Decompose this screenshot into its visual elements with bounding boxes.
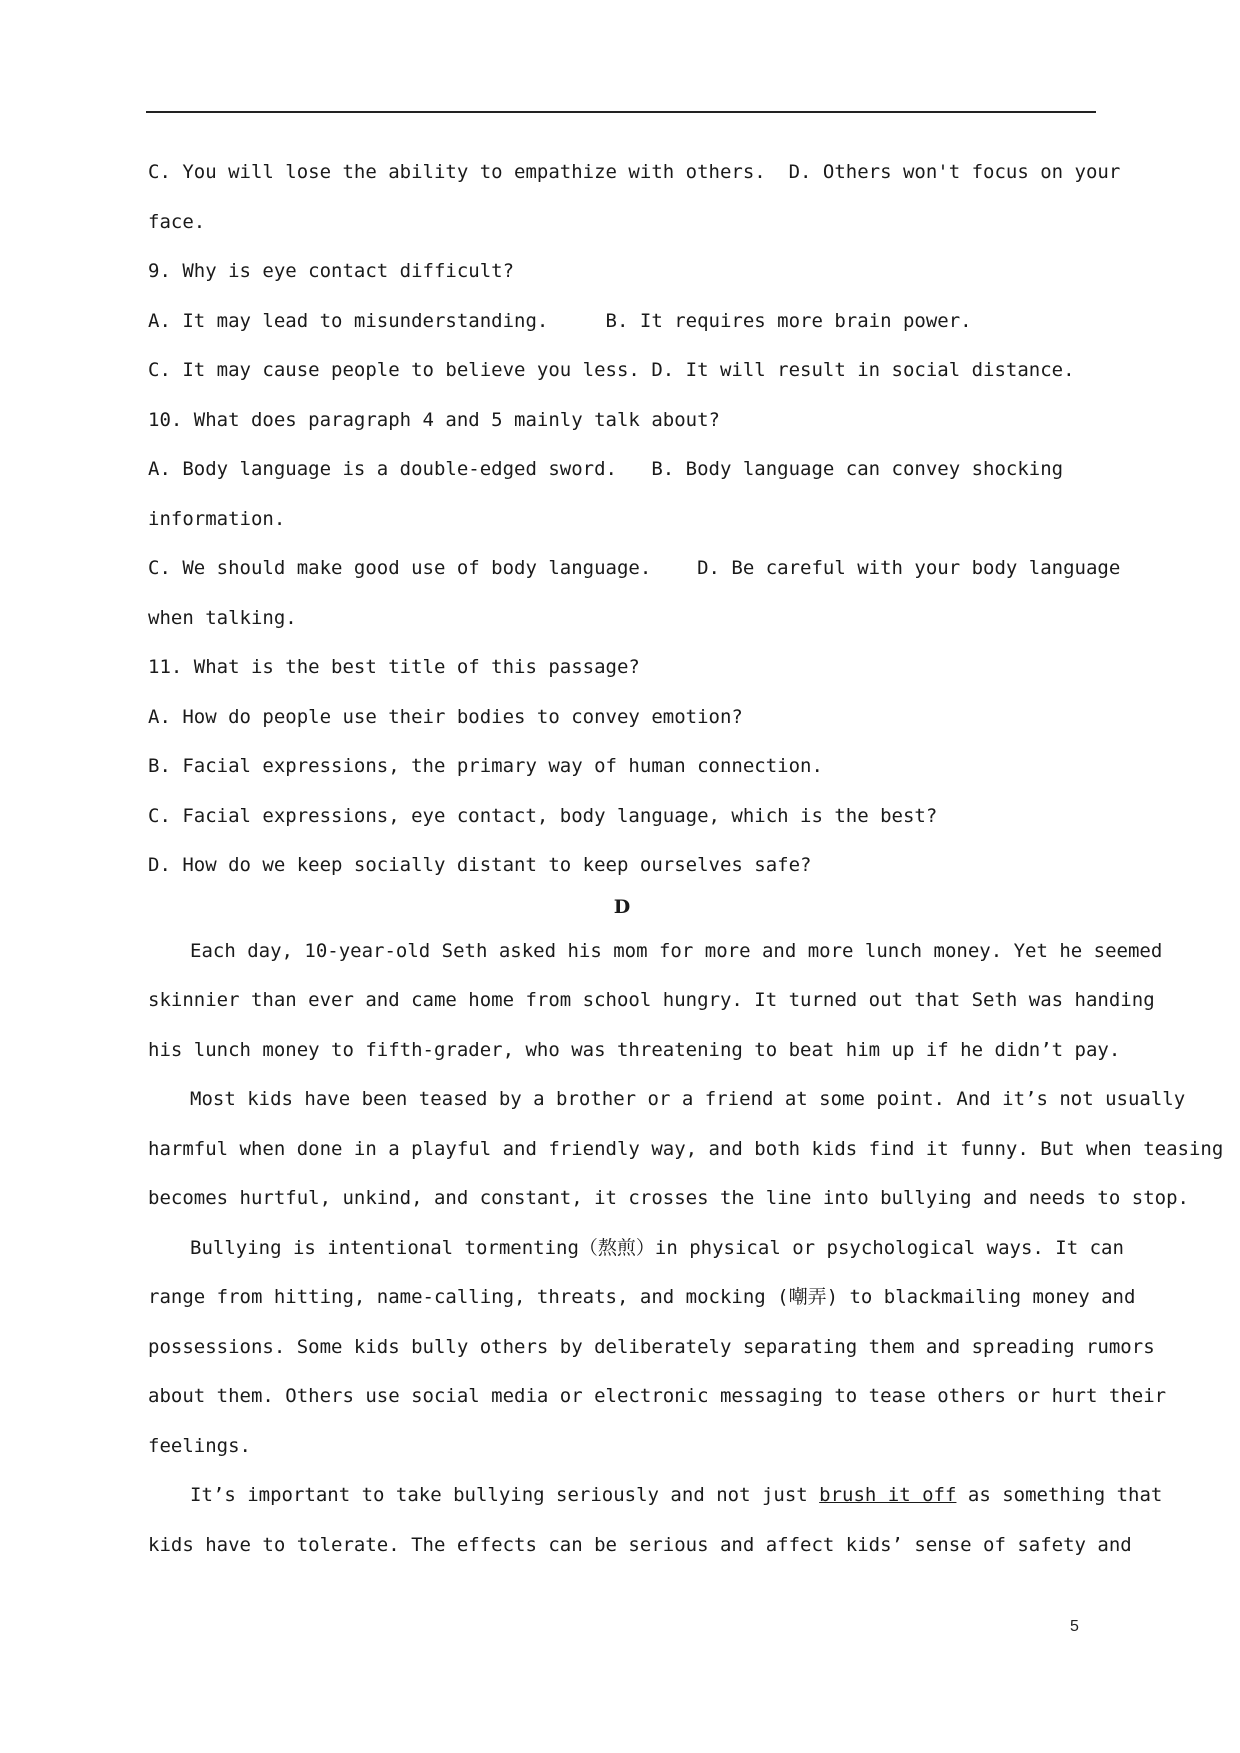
header-rule	[146, 111, 1096, 113]
q11-option-a: A. How do people use their bodies to convey emotion?	[148, 705, 743, 728]
paragraph-line: possessions. Some kids bully others by deliberately separating them and spreading rumors	[148, 1335, 1155, 1358]
q9-stem: 9. Why is eye contact difficult?	[148, 260, 515, 282]
paragraph-line: Each day, 10-year-old Seth asked his mom for more and more lunch money. Yet he seemed	[190, 939, 1163, 962]
q10-option-b-continued: information.	[148, 507, 286, 530]
paragraph-line: harmful when done in a playful and friendly way, and both kids find it funny. But when teasing	[148, 1137, 1224, 1160]
paragraph-line: kids have to tolerate. The effects can be serious and affect kids’ sense of safety and	[148, 1533, 1132, 1556]
paragraph-line: Most kids have been teased by a brother or a friend at some point. And it’s not usually	[190, 1088, 1186, 1110]
paragraph-line	[148, 1471, 1163, 1521]
paragraph-text: as something that	[956, 1484, 1163, 1506]
underlined-phrase: brush it off	[819, 1484, 957, 1506]
page-content	[148, 148, 1224, 1570]
q10-options-c-d: C. We should make good use of body language. D. Be careful with your body language	[148, 557, 1121, 579]
q8-options-c-d: C. You will lose the ability to empathize with others. D. Others won't focus on your	[148, 161, 1121, 183]
paragraph-line: skinnier than ever and came home from school hungry. It turned out that Seth was handing	[148, 989, 1155, 1011]
paragraph-line: becomes hurtful, unkind, and constant, it crosses the line into bullying and needs to stop.	[148, 1187, 1189, 1209]
q10-stem: 10. What does paragraph 4 and 5 mainly talk about?	[148, 408, 720, 431]
page-number: 5	[1070, 1618, 1079, 1635]
paragraph-4	[148, 1471, 1163, 1570]
paragraph-1	[148, 927, 1163, 1076]
q10-options-a-b: A. Body language is a double-edged sword. B. Body language can convey shocking	[148, 458, 1064, 480]
paragraph-3	[148, 1224, 1167, 1472]
paragraph-2	[148, 1075, 1224, 1224]
paragraph-line: Bullying is intentional tormenting（熬煎）in physical or psychological ways. It can	[190, 1236, 1124, 1259]
section-heading: D	[613, 895, 631, 918]
paragraph-line: range from hitting, name-calling, threats, and mocking (嘲弄) to blackmailing money and	[148, 1286, 1136, 1308]
paragraph-text: It’s important to take bullying seriously and not just	[190, 1484, 820, 1506]
paragraph-line: about them. Others use social media or electronic messaging to tease others or hurt their	[148, 1385, 1167, 1407]
q11-option-d: D. How do we keep socially distant to keep ourselves safe?	[148, 854, 812, 876]
q9-options-c-d: C. It may cause people to believe you less. D. It will result in social distance.	[148, 359, 1075, 381]
paragraph-line: feelings.	[148, 1434, 251, 1457]
q9-options-a-b: A. It may lead to misunderstanding. B. It requires more brain power.	[148, 309, 972, 332]
q11-stem: 11. What is the best title of this passage?	[148, 656, 640, 678]
q11-option-b: B. Facial expressions, the primary way of human connection.	[148, 755, 823, 777]
q11-option-c: C. Facial expressions, eye contact, body language, which is the best?	[148, 804, 938, 827]
q8-option-d-continued: face.	[148, 210, 206, 233]
paragraph-line: his lunch money to fifth-grader, who was threatening to beat him up if he didn’t pay.	[148, 1038, 1121, 1061]
q10-option-d-continued: when talking.	[148, 606, 297, 629]
